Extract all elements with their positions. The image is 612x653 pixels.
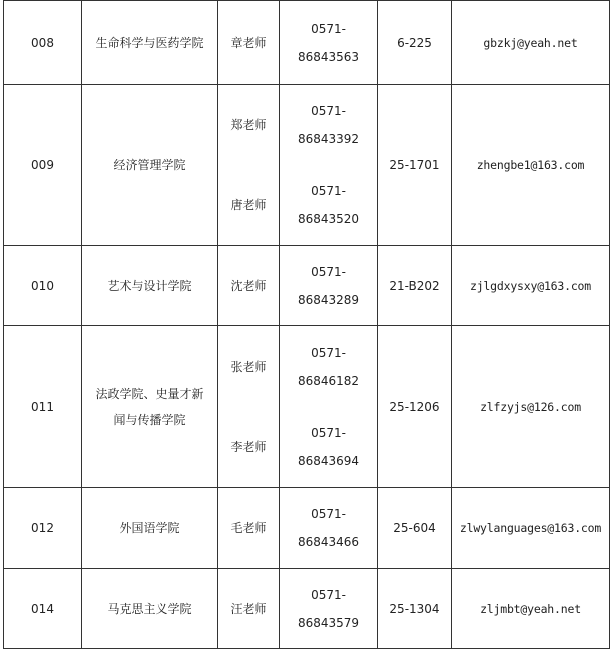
teacher-name: 唐老师 [230,198,267,212]
table-row [4,569,610,649]
phone-prefix: 0571- [311,425,346,440]
college-name: 经济管理学院 [82,85,218,246]
email-address: zlfzyjs@126.com [452,326,610,488]
phone-cell [280,326,378,488]
table-row [4,326,610,488]
college-name: 马克思主义学院 [82,569,218,649]
phone-cell [280,488,378,569]
phone-number: 86843563 [297,49,360,64]
teacher-name: 沈老师 [218,246,280,326]
teacher-name: 汪老师 [218,569,280,649]
phone-prefix: 0571- [311,507,346,521]
college-name-line: 闻与传播学院 [113,412,186,427]
teacher-name: 章老师 [218,1,280,85]
table-row [4,1,610,85]
phone-number: 86843466 [297,535,360,549]
phone-number: 86843392 [297,132,360,146]
college-code: 010 [4,246,82,326]
room-number: 25-1206 [378,326,452,488]
phone-cell [280,85,378,246]
college-code: 008 [4,1,82,85]
email-address: zlwylanguages@163.com [452,488,610,569]
teacher-name: 张老师 [230,359,267,374]
teacher-cell [218,85,280,246]
college-name-line: 法政学院、史量才新 [95,386,204,401]
email-address: zljmbt@yeah.net [452,569,610,649]
email-address: zhengbe1@163.com [452,85,610,246]
table-row [4,488,610,569]
college-name: 外国语学院 [82,488,218,569]
college-name: 艺术与设计学院 [82,246,218,326]
room-number: 25-1304 [378,569,452,649]
room-number: 21-B202 [378,246,452,326]
room-number: 6-225 [378,1,452,85]
college-code: 012 [4,488,82,569]
teacher-name: 郑老师 [230,118,267,132]
phone-number: 86843694 [297,453,360,468]
email-address: gbzkj@yeah.net [452,1,610,85]
phone-number: 86846182 [297,373,360,388]
email-address: zjlgdxysxy@163.com [452,246,610,326]
contact-table [3,0,610,649]
table-row [4,246,610,326]
college-code: 011 [4,326,82,488]
phone-prefix: 0571- [311,587,346,602]
room-number: 25-604 [378,488,452,569]
room-number: 25-1701 [378,85,452,246]
phone-prefix: 0571- [311,345,346,360]
phone-prefix: 0571- [311,184,346,198]
teacher-cell [218,326,280,488]
table-row [4,85,610,246]
college-code: 009 [4,85,82,246]
phone-cell [280,1,378,85]
college-name [82,326,218,488]
college-name: 生命科学与医药学院 [82,1,218,85]
phone-cell [280,246,378,326]
teacher-name: 毛老师 [218,488,280,569]
college-code: 014 [4,569,82,649]
phone-prefix: 0571- [311,104,346,118]
teacher-name: 李老师 [230,439,267,454]
phone-number: 86843520 [297,212,360,226]
phone-prefix: 0571- [311,264,346,279]
phone-number: 86843579 [297,615,360,630]
phone-cell [280,569,378,649]
phone-prefix: 0571- [311,21,346,36]
phone-number: 86843289 [297,292,360,307]
